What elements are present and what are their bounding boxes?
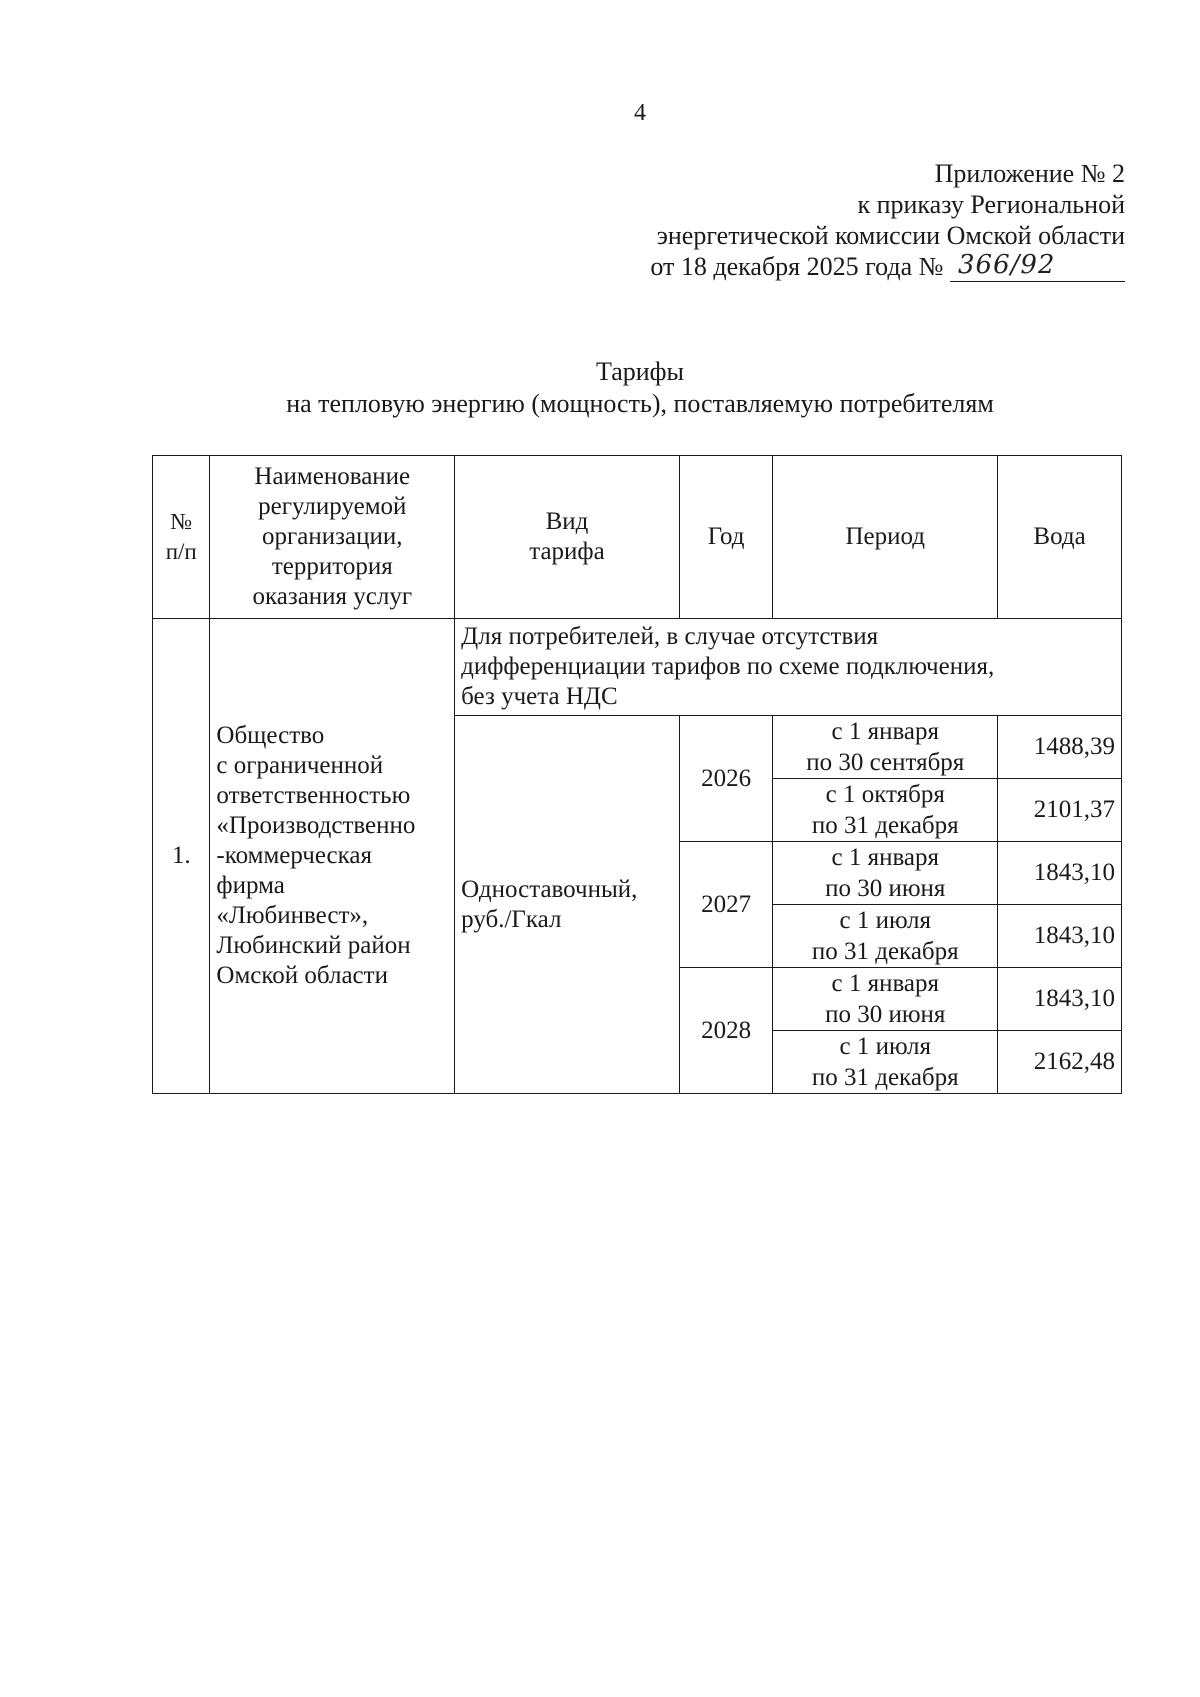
period-cell: с 1 июля по 31 декабря: [773, 905, 998, 968]
water-tariff-value: 1488,39: [998, 716, 1122, 779]
organization-name: Общество с ограниченной ответственностью «Производственно -коммерческая фирма «Любинвест», Любинский район Омской области: [210, 619, 455, 1094]
header-water: Вода: [998, 456, 1122, 619]
header-number: № п/п: [153, 456, 210, 619]
water-tariff-value: 1843,10: [998, 968, 1122, 1031]
water-tariff-value: 2162,48: [998, 1031, 1122, 1094]
table-row: [153, 619, 1122, 716]
header-year: Год: [679, 456, 773, 619]
tariffs-table: [152, 455, 1122, 1094]
header-organization: Наименование регулируемой организации, территория оказания услуг: [210, 456, 455, 619]
period-cell: с 1 января по 30 июня: [773, 968, 998, 1031]
period-cell: с 1 января по 30 июня: [773, 842, 998, 905]
appendix-title: Приложение № 2: [934, 159, 1125, 188]
header-period: Период: [773, 456, 998, 619]
year-cell: 2027: [679, 842, 773, 968]
title-subtitle: на тепловую энергию (мощность), поставляемую потребителям: [286, 389, 994, 418]
row-number: 1.: [153, 619, 210, 1094]
title-main: Тарифы: [595, 357, 684, 386]
document-title: [0, 356, 1200, 420]
page-number: 4: [634, 100, 646, 126]
water-tariff-value: 2101,37: [998, 779, 1122, 842]
appendix-header: [650, 158, 1125, 282]
appendix-order-reference: к приказу Региональной: [857, 190, 1125, 219]
water-tariff-value: 1843,10: [998, 842, 1122, 905]
appendix-order-date-line: [650, 251, 1125, 282]
tariff-type: Одноставочный, руб./Гкал: [455, 716, 680, 1094]
water-tariff-value: 1843,10: [998, 905, 1122, 968]
year-cell: 2026: [679, 716, 773, 842]
period-cell: с 1 января по 30 сентября: [773, 716, 998, 779]
order-number-field: [950, 250, 1125, 282]
header-tariff-type: Вид тарифа: [455, 456, 680, 619]
consumer-note: Для потребителей, в случае отсутствия дифференциации тарифов по схеме подключения, без учета НДС: [455, 619, 1122, 716]
handwritten-order-number: 366/92: [958, 250, 1056, 280]
year-cell: 2028: [679, 968, 773, 1094]
appendix-commission-name: энергетической комиссии Омской области: [656, 221, 1125, 250]
table-header-row: [153, 456, 1122, 619]
period-cell: с 1 июля по 31 декабря: [773, 1031, 998, 1094]
appendix-order-date: от 18 декабря 2025 года №: [650, 252, 944, 281]
period-cell: с 1 октября по 31 декабря: [773, 779, 998, 842]
